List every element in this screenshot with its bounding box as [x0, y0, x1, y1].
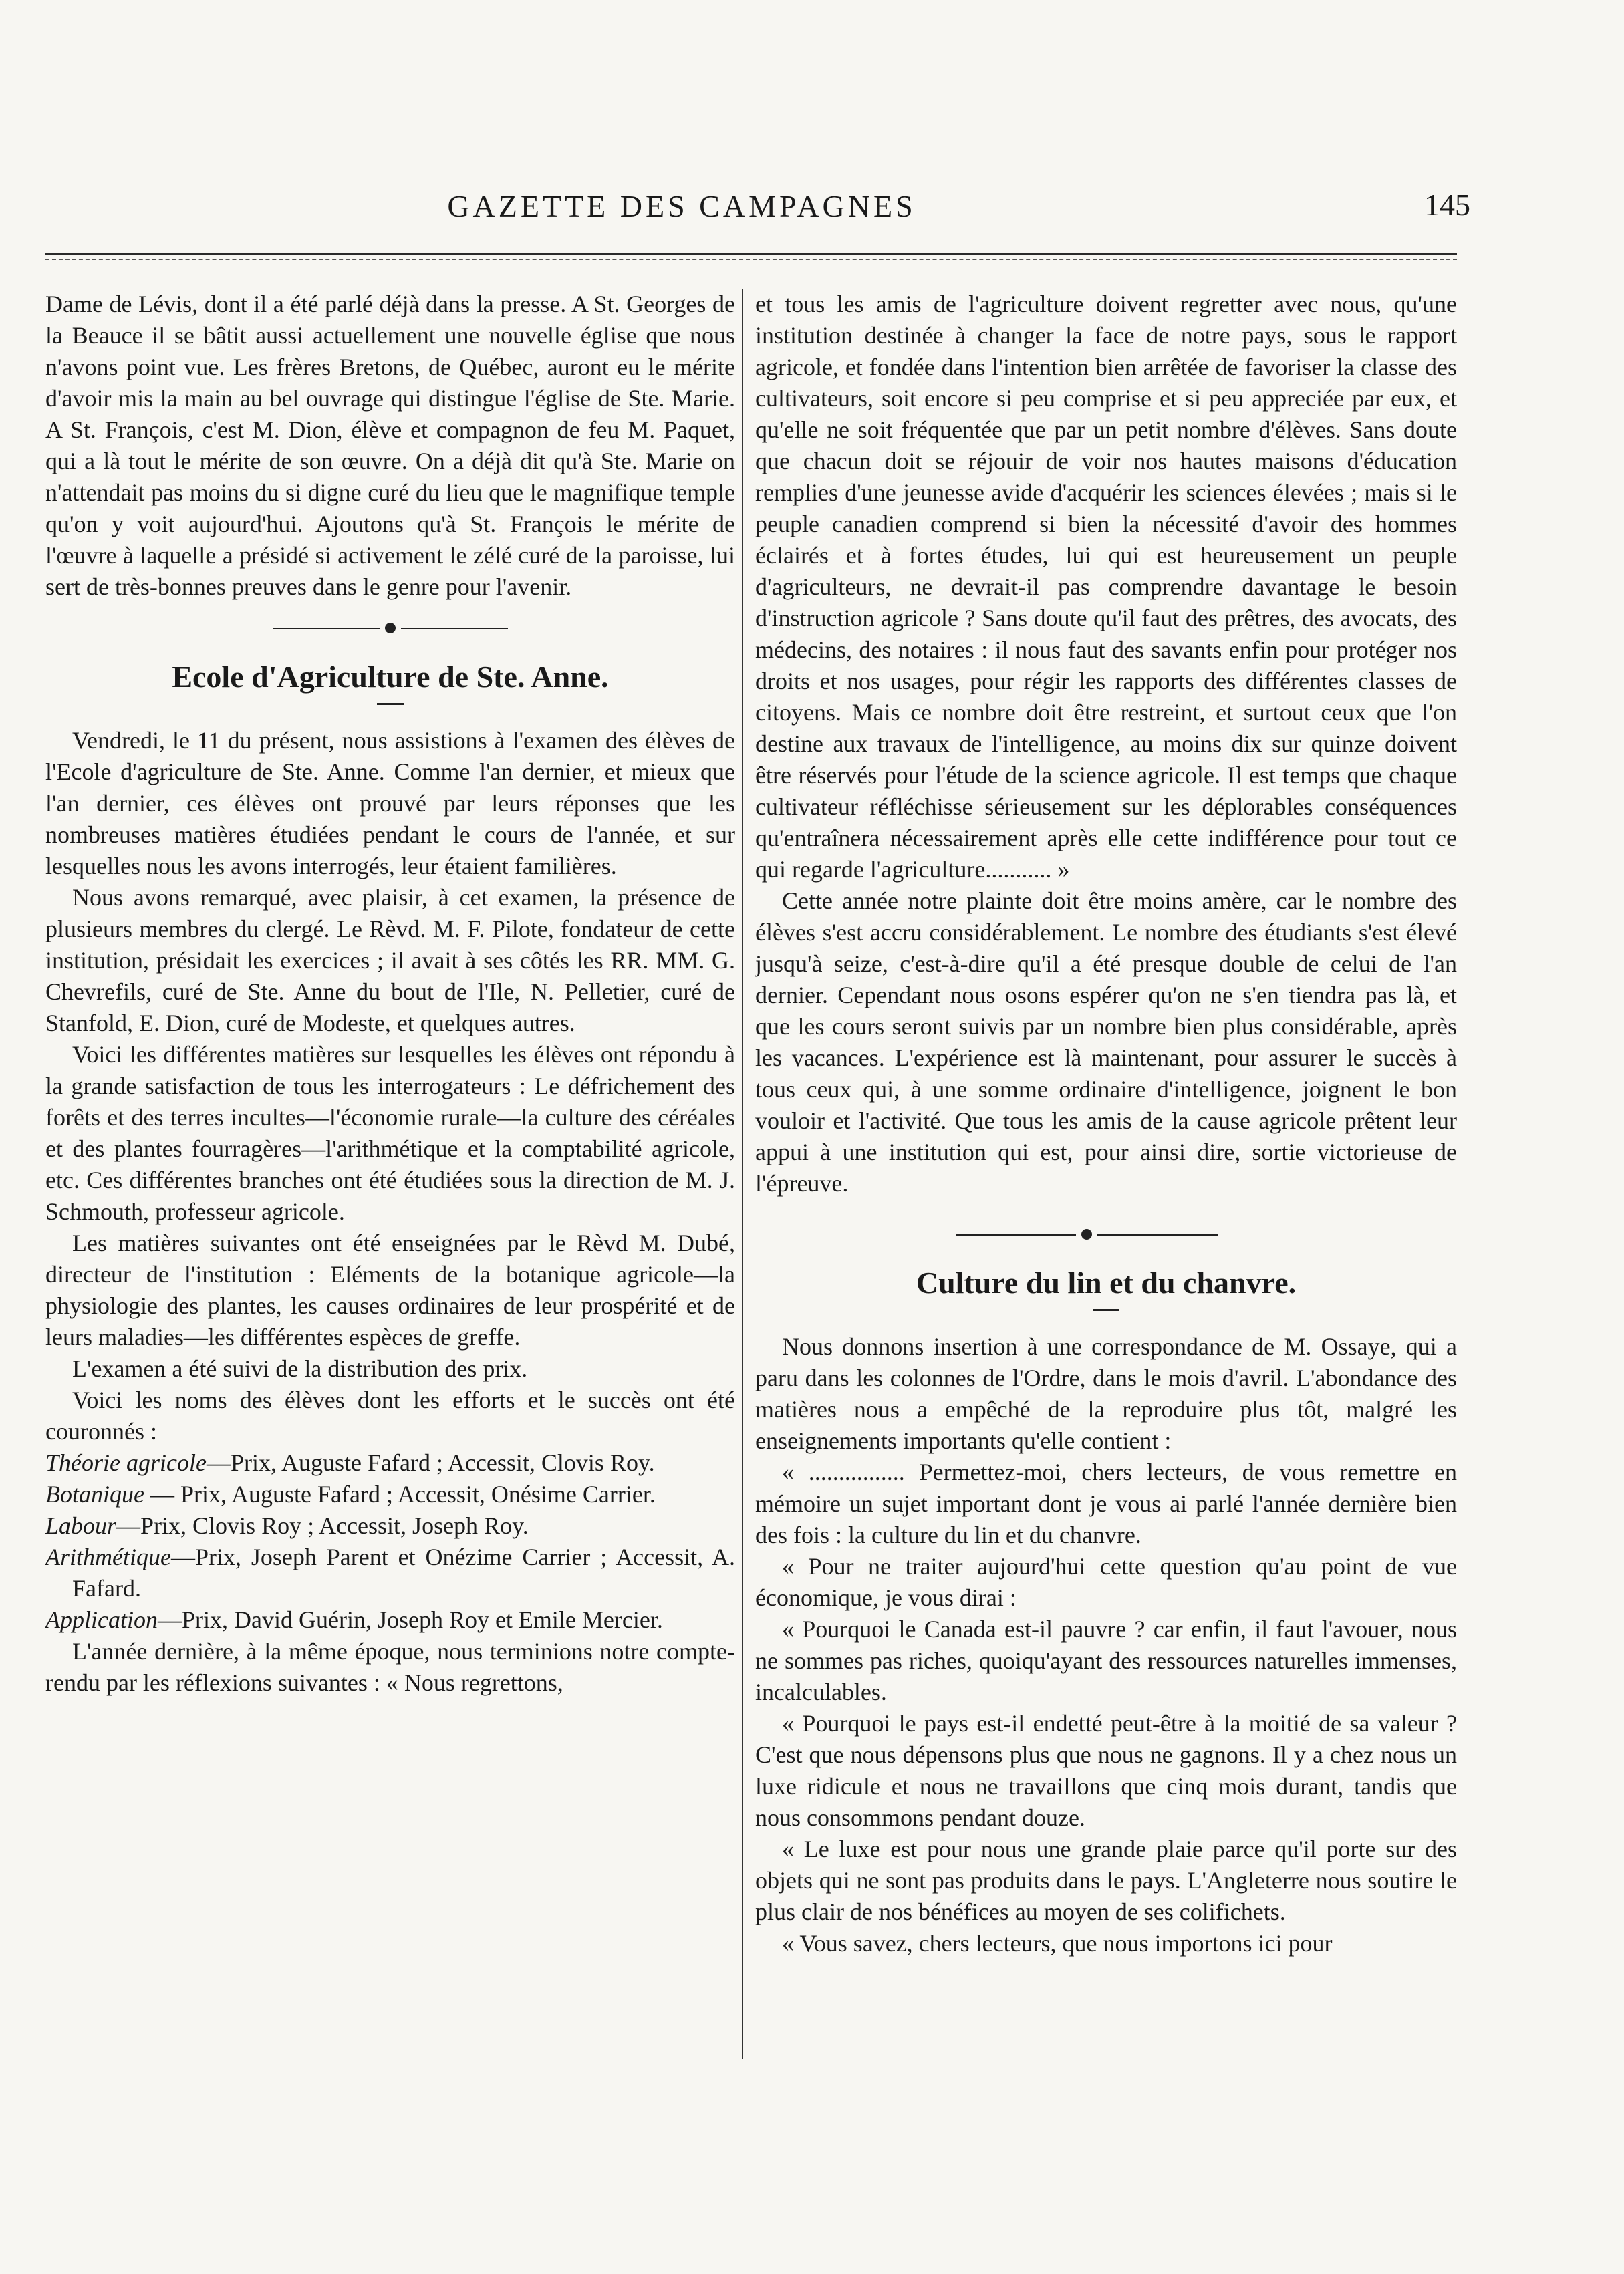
- quoted-paragraph: « Le luxe est pour nous une grande plaie parce qu'il porte sur des objets qui ne sont pas produits dans le pays. L'Angleterre nous soutire le plus clair de nos bénéfices au moyen de ses colifichets.: [755, 1836, 1457, 1925]
- article-paragraph: Cette année notre plainte doit être moins amère, car le nombre des élèves s'est accru considérablement. Le nombre des étudiants s'est élevé jusqu'à seize, c'est-à-dire qu'il a été presque double de celui de l'an dernier. Cependant nous osons espérer qu'on ne s'en tiendra pas là, et que les cours seront suivis par un nombre bien plus considérable, après les vacances. L'expérience est là maintenant, pour assurer le succès à tous ceux qui, à une somme ordinaire d'intelligence, joignent le bon vouloir et l'activité. Que tous les amis de la cause agricole prêtent leur appui à une institution qui est, pour ainsi dire, sortie victorieuse de l'épreuve.: [755, 887, 1457, 1197]
- title-rule: [1093, 1309, 1119, 1311]
- section-ornament: [755, 1222, 1457, 1248]
- prize-course: Application: [45, 1606, 158, 1633]
- article-paragraph: Les matières suivantes ont été enseignées par le Rèvd M. Dubé, directeur de l'institution : Eléments de la botanique agricole—la physiologie des plantes, les causes ordinaires de leur prospérité et de leurs maladies—les différentes espèces de greffe.: [45, 1230, 735, 1351]
- right-column: [755, 289, 1457, 2253]
- prize-course: Arithmétique: [45, 1544, 171, 1570]
- title-rule: [377, 703, 404, 705]
- article-paragraph: Nous avons remarqué, avec plaisir, à cet examen, la présence de plusieurs membres du clergé. Le Rèvd. M. F. Pilote, fondateur de cette institution, présidait les exercices ; il avait à ses côtés les RR. MM. G. Chevrefils, curé de Ste. Anne du bout de l'Ile, N. Pelletier, curé de Stanfold, E. Dion, curé de Modeste, et quelques autres.: [45, 884, 735, 1036]
- page-header-title: GAZETTE DES CAMPAGNES: [447, 189, 916, 223]
- prize-text: —Prix, Clovis Roy ; Accessit, Joseph Roy.: [116, 1512, 529, 1539]
- left-column: [45, 289, 735, 2253]
- prize-entry: [45, 1604, 735, 1636]
- prize-text: —Prix, Joseph Parent et Onézime Carrier ; Accessit, A. Fafard.: [72, 1544, 735, 1602]
- quoted-paragraph: « Pourquoi le Canada est-il pauvre ? car enfin, il faut l'avouer, nous ne sommes pas riches, quoiqu'ayant des ressources naturelles immenses, incalculables.: [755, 1616, 1457, 1705]
- quoted-paragraph: « Vous savez, chers lecteurs, que nous importons ici pour: [782, 1930, 1333, 1957]
- column-divider: [742, 289, 743, 2059]
- prize-course: Théorie agricole: [45, 1449, 207, 1476]
- article-paragraph: Voici les noms des élèves dont les efforts et le succès ont été couronnés :: [45, 1387, 735, 1445]
- article-paragraph: Nous donnons insertion à une correspondance de M. Ossaye, qui a paru dans les colonnes de l'Ordre, dans le mois d'avril. L'abondance des matières nous a empêché de la reproduire plus tôt, malgré les enseignements importants qu'elle contient :: [755, 1333, 1457, 1454]
- article-paragraph: L'examen a été suivi de la distribution des prix.: [72, 1355, 528, 1382]
- section-title-ecole: Ecole d'Agriculture de Ste. Anne.: [172, 660, 609, 694]
- closing-paragraph: L'année dernière, à la même époque, nous terminions notre compte-rendu par les réflexions suivantes : « Nous regrettons,: [45, 1638, 735, 1696]
- page-number: 145: [1424, 188, 1470, 222]
- quoted-paragraph: « Pour ne traiter aujourd'hui cette question qu'au point de vue économique, je vous dirai :: [755, 1553, 1457, 1611]
- prize-entry: [45, 1542, 735, 1604]
- prize-entry: [45, 1479, 735, 1510]
- header-rule: [45, 253, 1457, 260]
- prize-entry: [45, 1447, 735, 1479]
- prize-text: —Prix, David Guérin, Joseph Roy et Emile Mercier.: [157, 1606, 663, 1633]
- prize-text: —Prix, Auguste Fafard ; Accessit, Clovis Roy.: [206, 1449, 655, 1476]
- quoted-paragraph: « Pourquoi le pays est-il endetté peut-être à la moitié de sa valeur ? C'est que nous dépensons plus que nous ne gagnons. Il y a chez nous un luxe ridicule et nous ne travaillons que cinq mois durant, tandis que nous consommons pendant douze.: [755, 1710, 1457, 1831]
- intro-paragraph: Dame de Lévis, dont il a été parlé déjà dans la presse. A St. Georges de la Beauce il se bâtit aussi actuellement une nouvelle église que nous n'avons point vue. Les frères Bretons, de Québec, auront eu le mérite d'avoir mis la main au bel ouvrage qui distingue l'église de Ste. Marie. A St. François, c'est M. Dion, élève et compagnon de feu M. Paquet, qui a là tout le mérite de son œuvre. On a déjà dit qu'à Ste. Marie on n'attendait pas moins du si digne curé du lieu que le magnifique temple qu'on y voit aujourd'hui. Ajoutons qu'à St. François le mérite de l'œuvre à laquelle a présidé si activement le zélé curé de la paroisse, lui sert de très-bonnes preuves dans le genre pour l'avenir.: [45, 291, 735, 600]
- section-ornament: [45, 616, 735, 642]
- prize-text: — Prix, Auguste Fafard ; Accessit, Onésime Carrier.: [144, 1481, 656, 1508]
- article-paragraph: Vendredi, le 11 du présent, nous assistions à l'examen des élèves de l'Ecole d'agriculture de Ste. Anne. Comme l'an dernier, et mieux que l'an dernier, ces élèves ont prouvé par leurs réponses que les nombreuses matières étudiées pendant le cours de l'année, et sur lesquelles nous les avons interrogés, leur étaient familières.: [45, 727, 735, 879]
- prize-entry: [45, 1510, 735, 1542]
- article-paragraph: Voici les différentes matières sur lesquelles les élèves ont répondu à la grande satisfaction de tous les interrogateurs : Le défrichement des forêts et des terres incultes—l'économie rurale—la culture des céréales et des plantes fourragères—l'arithmétique et la comptabilité agricole, etc. Ces différentes branches ont été étudiées sous la direction de M. J. Schmouth, professeur agricole.: [45, 1041, 735, 1225]
- quoted-paragraph: « ................ Permettez-moi, chers lecteurs, de vous remettre en mémoire un sujet important dont je vous ai parlé l'année dernière bien des fois : la culture du lin et du chanvre.: [755, 1459, 1457, 1548]
- section-title-culture: Culture du lin et du chanvre.: [916, 1266, 1297, 1300]
- continuation-paragraph: et tous les amis de l'agriculture doivent regretter avec nous, qu'une institution destinée à changer la face de notre pays, sous le rapport agricole, et fondée dans l'intention bien arrêtée de favoriser la classe des cultivateurs, soit encore si peu comprise et si peu appreciée par eux, et qu'elle ne soit fréquentée que par un petit nombre d'élèves. Sans doute que chacun doit se réjouir de voir nos hautes maisons d'éducation remplies d'une jeunesse avide d'acquérir les sciences élevées ; mais si le peuple canadien comprend si bien la nécessité d'avoir des hommes éclairés et à fortes études, lui qui est heureusement un peuple d'agriculteurs, ne devrait-il pas comprendre davantage le besoin d'instruction agricole ? Sans doute qu'il faut des prêtres, des avocats, des médecins, des notaires : il nous faut des savants enfin pour protéger nos droits et nos usages, pour régir les rapports des différentes classes de citoyens. Mais ce nombre doit être restreint, et surtout ceux que l'on destine aux travaux de l'intelligence, au moins dix sur quinze doivent être réservés pour l'étude de la science agricole. Il est temps que chaque cultivateur réfléchisse sérieusement sur les déplorables conséquences qu'entraînera nécessairement après elle cette indifférence pour tout ce qui regarde l'agriculture........... »: [755, 291, 1457, 883]
- prize-course: Labour: [45, 1512, 117, 1539]
- prize-course: Botanique: [45, 1481, 144, 1508]
